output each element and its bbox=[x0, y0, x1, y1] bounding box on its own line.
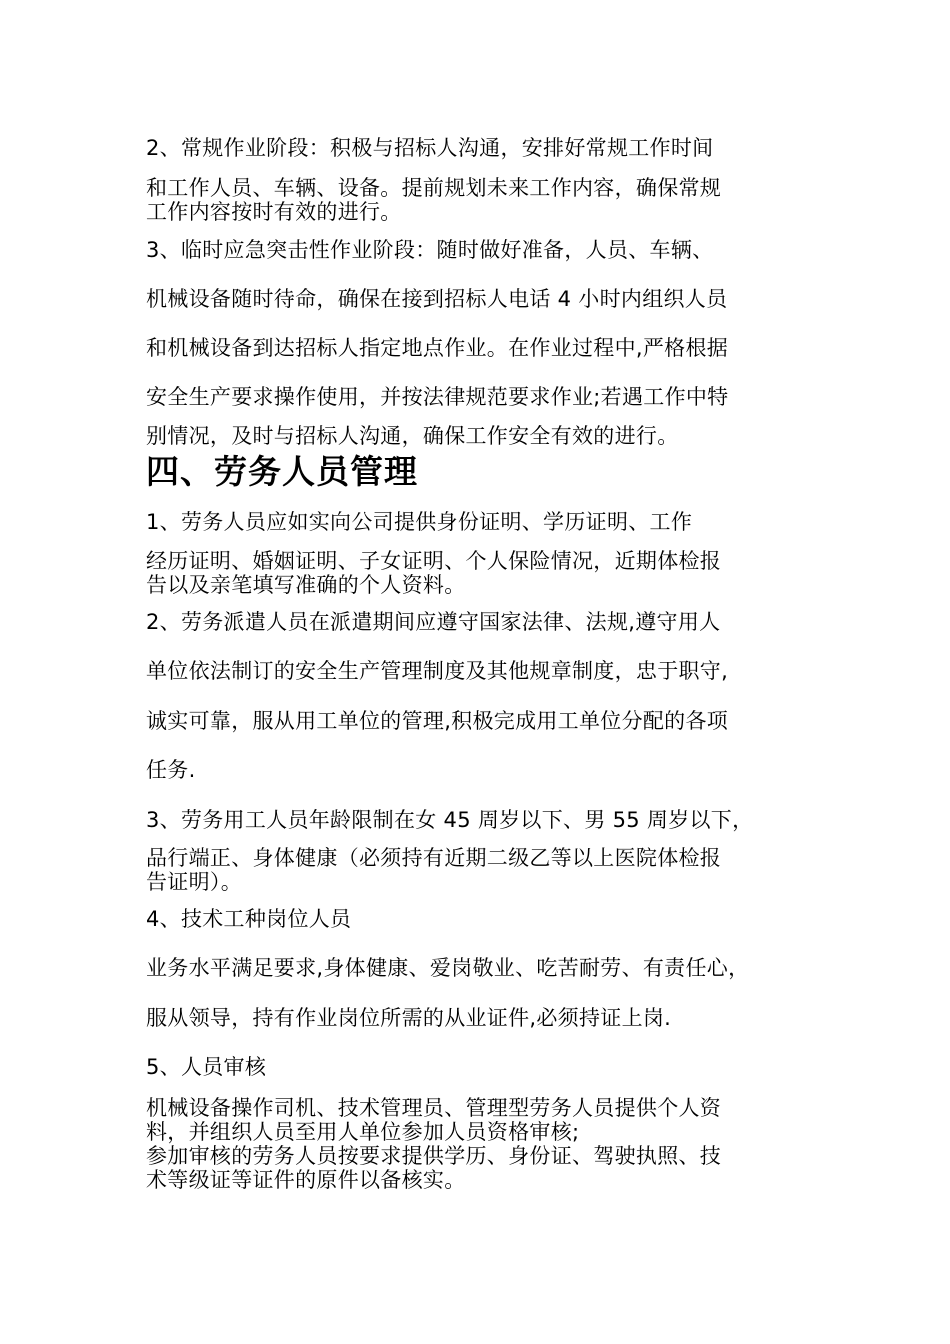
s4-p5-line-3: 参加审核的劳务人员按要求提供学历、身份证、驾驶执照、技 bbox=[146, 1144, 722, 1168]
s3-p3-line-2: 机械设备随时待命，确保在接到招标人电话 4 小时内组织人员 bbox=[146, 287, 728, 311]
s4-p5-line-1: 机械设备操作司机、技术管理员、管理型劳务人员提供个人资 bbox=[146, 1096, 722, 1120]
s4-p1-line-2: 经历证明、婚姻证明、子女证明、个人保险情况，近期体检报 bbox=[146, 549, 722, 573]
s4-p2-line-4: 任务. bbox=[146, 758, 196, 782]
s4-p2-line-1: 2、劳务派遣人员在派遣期间应遵守国家法律、法规,遵守用人 bbox=[146, 610, 721, 634]
s4-p3-line-3: 告证明）。 bbox=[146, 870, 242, 894]
s4-p5-line-4: 术等级证等证件的原件以备核实。 bbox=[146, 1168, 466, 1192]
s4-p5-title: 5、人员审核 bbox=[146, 1055, 267, 1079]
s4-p2-line-2: 单位依法制订的安全生产管理制度及其他规章制度，忠于职守, bbox=[146, 659, 729, 683]
s3-p2-line-2: 和工作人员、车辆、设备。提前规划未来工作内容，确保常规 bbox=[146, 176, 722, 200]
s4-p5-line-2: 料，并组织人员至用人单位参加人员资格审核; bbox=[146, 1120, 580, 1144]
s4-p2-line-3: 诚实可靠，服从用工单位的管理,积极完成用工单位分配的各项 bbox=[146, 709, 729, 733]
s3-p3-line-3: 和机械设备到达招标人指定地点作业。在作业过程中,严格根据 bbox=[146, 336, 729, 360]
s4-p1-line-3: 告以及亲笔填写准确的个人资料。 bbox=[146, 573, 466, 597]
s4-p4-title: 4、技术工种岗位人员 bbox=[146, 907, 352, 931]
section-heading: 四、劳务人员管理 bbox=[146, 452, 418, 491]
s3-p2-line-1: 2、常规作业阶段：积极与招标人沟通，安排好常规工作时间 bbox=[146, 136, 714, 160]
s3-p3-line-1: 3、临时应急突击性作业阶段：随时做好准备，人员、车辆、 bbox=[146, 238, 714, 262]
s4-p3-line-2: 品行端正、身体健康（必须持有近期二级乙等以上医院体检报 bbox=[146, 846, 722, 870]
s3-p3-line-5: 别情况，及时与招标人沟通，确保工作安全有效的进行。 bbox=[146, 424, 679, 448]
s3-p3-line-4: 安全生产要求操作使用，并按法律规范要求作业;若遇工作中特 bbox=[146, 385, 729, 409]
s4-p3-line-1: 3、劳务用工人员年龄限制在女 45 周岁以下、男 55 周岁以下， bbox=[146, 808, 754, 832]
s4-p1-line-1: 1、劳务人员应如实向公司提供身份证明、学历证明、工作 bbox=[146, 510, 693, 534]
s3-p2-line-3: 工作内容按时有效的进行。 bbox=[146, 200, 402, 224]
s4-p4-line-1: 业务水平满足要求,身体健康、爱岗敬业、吃苦耐劳、有责任心， bbox=[146, 956, 750, 980]
s4-p4-line-2: 服从领导，持有作业岗位所需的从业证件,必须持证上岗. bbox=[146, 1006, 672, 1030]
